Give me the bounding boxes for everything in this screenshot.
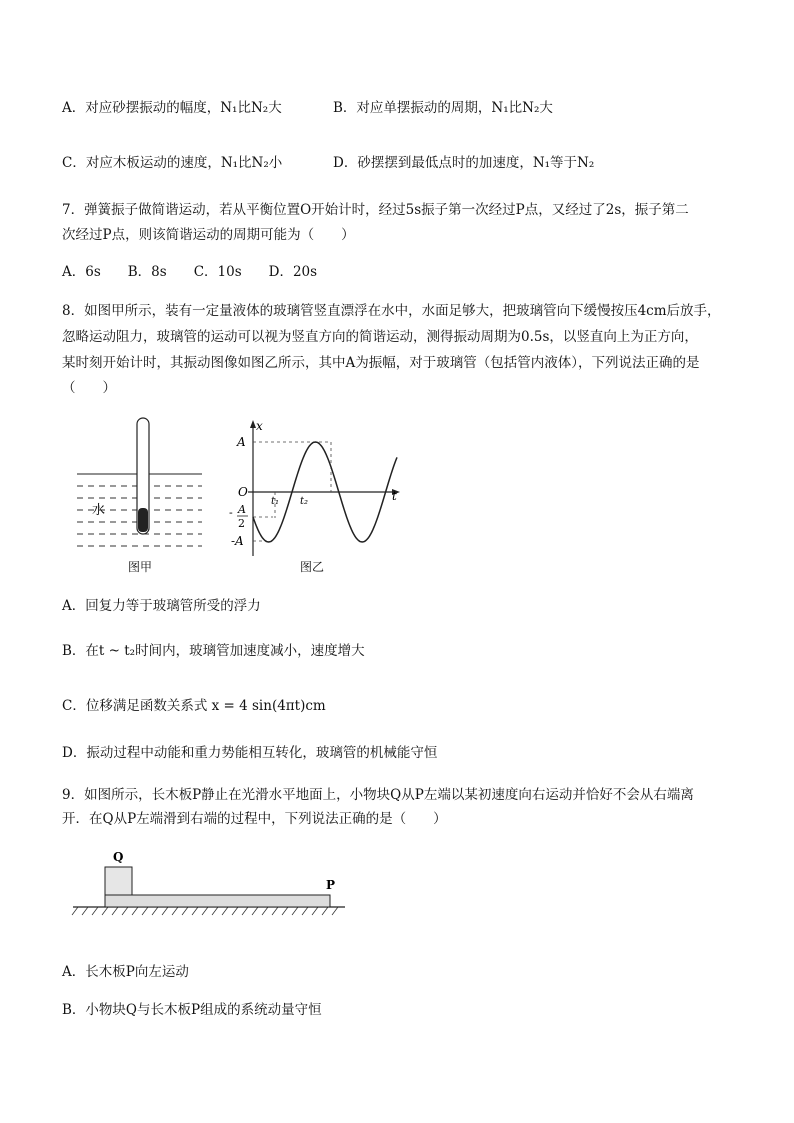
q8-option-a: A．回复力等于玻璃管所受的浮力 <box>62 598 261 614</box>
tick-a: A <box>237 435 246 449</box>
q6-option-a: A．对应砂摆振动的幅度，N₁比N₂大 <box>62 100 282 116</box>
q8-option-b: B．在t ~ t₂时间内，玻璃管加速度减小，速度增大 <box>62 643 365 659</box>
figure-board-block <box>70 845 355 920</box>
q8-stem-line1: 8．如图甲所示，装有一定量液体的玻璃管竖直漂浮在水中，水面足够大，把玻璃管向下缓慢按压4cm后放手， <box>62 303 721 319</box>
figure1-caption: 图甲 <box>128 560 153 574</box>
tick-half-denominator: 2 <box>238 517 245 530</box>
q9-option-a: A．长木板P向左运动 <box>62 964 189 980</box>
figure-tube-in-water <box>62 410 212 580</box>
q7-stem-line2: 次经过P点，则该简谐运动的周期可能为（ ） <box>62 227 355 243</box>
figure2-caption: 图乙 <box>300 560 325 574</box>
figure-vibration-graph <box>228 418 408 563</box>
board-p <box>105 895 330 907</box>
q9-option-b: B．小物块Q与长木板P组成的系统动量守恒 <box>62 1002 322 1018</box>
origin-label: O <box>238 485 248 499</box>
label-q: Q <box>113 850 124 864</box>
q8-stem-line2: 忽略运动阻力，玻璃管的运动可以视为竖直方向的简谐运动，测得振动周期为0.5s，以竖直向上为正方向， <box>62 329 698 345</box>
q7-options: A．6s B．8s C．10s D．20s <box>62 264 318 280</box>
q9-stem-line1: 9．如图所示，长木板P静止在光滑水平地面上，小物块Q从P左端以某初速度向右运动并恰好不会从右端离 <box>62 787 694 803</box>
q8-option-d: D．振动过程中动能和重力势能相互转化，玻璃管的机械能守恒 <box>62 745 438 761</box>
q8-option-c: C．位移满足函数关系式 x = 4 sin(4πt)cm <box>62 698 326 714</box>
q8-stem-line3: 某时刻开始计时，其振动图像如图乙所示，其中A为振幅，对于玻璃管（包括管内液体），下列说法正确的是 <box>62 355 700 371</box>
axis-t-label: t <box>392 489 397 503</box>
axis-x-label: x <box>256 419 263 433</box>
q8-stem-line4: （ ） <box>62 380 116 396</box>
t2-label: t₂ <box>300 496 309 507</box>
q9-stem-line2: 开．在Q从P左端滑到右端的过程中，下列说法正确的是（ ） <box>62 811 447 827</box>
label-p: P <box>326 878 336 892</box>
q6-option-c: C．对应木板运动的速度，N₁比N₂小 <box>62 155 283 171</box>
tick-neg-a: -A <box>231 534 244 548</box>
q6-option-d: D．砂摆摆到最低点时的加速度，N₁等于N₂ <box>333 155 595 171</box>
tick-half-numerator: A <box>238 503 246 516</box>
block-q <box>105 867 132 895</box>
t1-label: t₁ <box>271 496 280 507</box>
q7-stem-line1: 7．弹簧振子做简谐运动，若从平衡位置O开始计时，经过5s振子第一次经过P点，又经过了2s，振子第二 <box>62 202 689 218</box>
water-label: 水 <box>92 503 106 518</box>
q6-option-b: B．对应单摆振动的周期，N₁比N₂大 <box>333 100 553 116</box>
tick-half-sign: - <box>229 506 233 519</box>
